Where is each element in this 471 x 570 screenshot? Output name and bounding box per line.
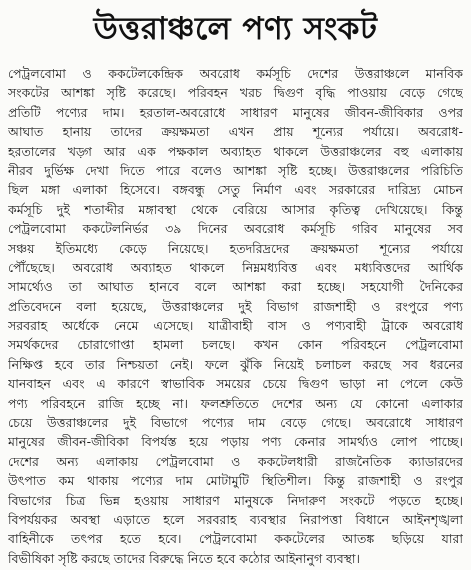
article-line: সংকটের আশঙ্কা সৃষ্টি করেছে। পরিবহন খরচ দ্বিগুণ বৃদ্ধি পাওয়ায় বেড়ে গেছে: [8, 85, 463, 101]
article-line: পেট্রলবোমা ককটেলনির্ভর ৩৯ দিনের অবরোধ কর্মসূচি গরিব মানুষের সব: [8, 221, 463, 237]
article-line: সমর্থকদের চোরাগোপ্তা হামলা চলছে। কখন কোন পরিবহনে পেট্রলবোমা: [8, 337, 463, 353]
article-line: হরতালের খড়্গ আর এক পক্ষকাল অব্যাহত থাকলে উত্তরাঞ্চলের বহু এলাকায়: [8, 143, 463, 159]
article-body: [8, 64, 463, 568]
article-line: প্রতিটি পণ্যের দাম। হরতাল-অবরোধে সাধারণ মানুষের জীবন-জীবিকার ওপর: [8, 104, 463, 120]
article-line: আঘাত হানায় তাদের ক্রয়ক্ষমতা এখন প্রায় শূন্যের পর্যায়ে। অবরোধ-: [8, 124, 463, 140]
article-line: নিক্ষিপ্ত হবে তার নিশ্চয়তা নেই। ফলে ঝুঁকি নিয়েই চলাচল করছে সব ধরনের: [8, 356, 463, 372]
article-line: কর্মসূচি দুই শতাব্দীর মঙ্গাবস্থা থেকে বেরিয়ে আসার কৃতিত্ব দেখিয়েছে। কিন্তু: [8, 201, 463, 217]
article-line: বাহিনীকে তৎপর হতে হবে। পেট্রলবোমা ককটেলের আতঙ্ক ছড়িয়ে যারা: [8, 531, 463, 547]
article-line: উৎপাত কম থাকায় পণ্যের দাম মোটামুটি স্থিতিশীল। কিন্তু রাজশাহী ও রংপুর: [8, 473, 463, 489]
article-line: বিভীষিকা সৃষ্টি করছে তাদের বিরুদ্ধে নিতে হবে কঠোর আইনানুগ ব্যবস্থা।: [8, 550, 361, 566]
headline: উত্তরাঞ্চলে পণ্য সংকট: [93, 11, 378, 47]
article-line: যানবাহন এবং এ কারণে স্বাভাবিক সময়ের চেয়ে দ্বিগুণ ভাড়া না পেলে কেউ: [8, 376, 463, 392]
article-line: সামর্থ্যেও তা আঘাত হানবে বলে আশঙ্কা করা হচ্ছে। সহযোগী দৈনিকের: [8, 279, 463, 295]
article-line: বিপর্যয়কর অবস্থা এড়াতে হলে সরবরাহ ব্যবস্থার নিরাপত্তা বিধানে আইনশৃঙ্খলা: [8, 511, 463, 527]
article-line: সঞ্চয় ইতিমধ্যে কেড়ে নিয়েছে। হতদরিদ্রদের ক্রয়ক্ষমতা শূন্যের পর্যায়ে: [8, 240, 463, 256]
article-line: প্রতিবেদনে বলা হয়েছে, উত্তরাঞ্চলের দুই বিভাগ রাজশাহী ও রংপুরে পণ্য: [8, 298, 463, 314]
article-line: ছিল মঙ্গা এলাকা হিসেবে। বঙ্গবন্ধু সেতু নির্মাণ এবং সরকারের দারিদ্র্য মোচন: [8, 182, 463, 198]
article-line: বিভাগের চিত্র ভিন্ন হওয়ায় সাধারণ মানুষকে নিদারুণ সংকটে পড়তে হচ্ছে।: [8, 492, 463, 508]
article-line: দেশের অন্য এলাকায় পেট্রলবোমা ও ককটেলধারী রাজনৈতিক ক্যাডারদের: [8, 453, 463, 469]
article-line: সরবরাহ অর্ধেকে নেমে এসেছে। যাত্রীবাহী বাস ও পণ্যবাহী ট্রাকে অবরোধ: [8, 318, 463, 334]
article-line: মানুষের জীবন-জীবিকা বিপর্যস্ত হয়ে পড়ায় পণ্য কেনার সামর্থ্যও লোপ পাচ্ছে।: [8, 434, 463, 450]
article-line: পেট্রলবোমা ও ককটেলকেন্দ্রিক অবরোধ কর্মসূচি দেশের উত্তরাঞ্চলে মানবিক: [8, 66, 463, 81]
article-line: চেয়ে উত্তরাঞ্চলের দুই বিভাগে পণ্যের দাম বেড়ে গেছে। অবরোধে সাধারণ: [8, 415, 463, 431]
article-line: নীরব দুর্ভিক্ষ দেখা দিতে পারে বলেও আশঙ্কা সৃষ্টি হচ্ছে। উত্তরাঞ্চলের পরিচিতি: [8, 162, 463, 178]
article-line: পণ্য পরিবহনে রাজি হচ্ছে না। ফলশ্রুতিতে দেশের অন্য যে কোনো এলাকার: [8, 395, 463, 411]
article-line: পৌঁছেছে। অবরোধ অব্যাহত থাকলে নিম্নমধ্যবিত্ত এবং মধ্যবিত্তদের আর্থিক: [8, 259, 463, 275]
